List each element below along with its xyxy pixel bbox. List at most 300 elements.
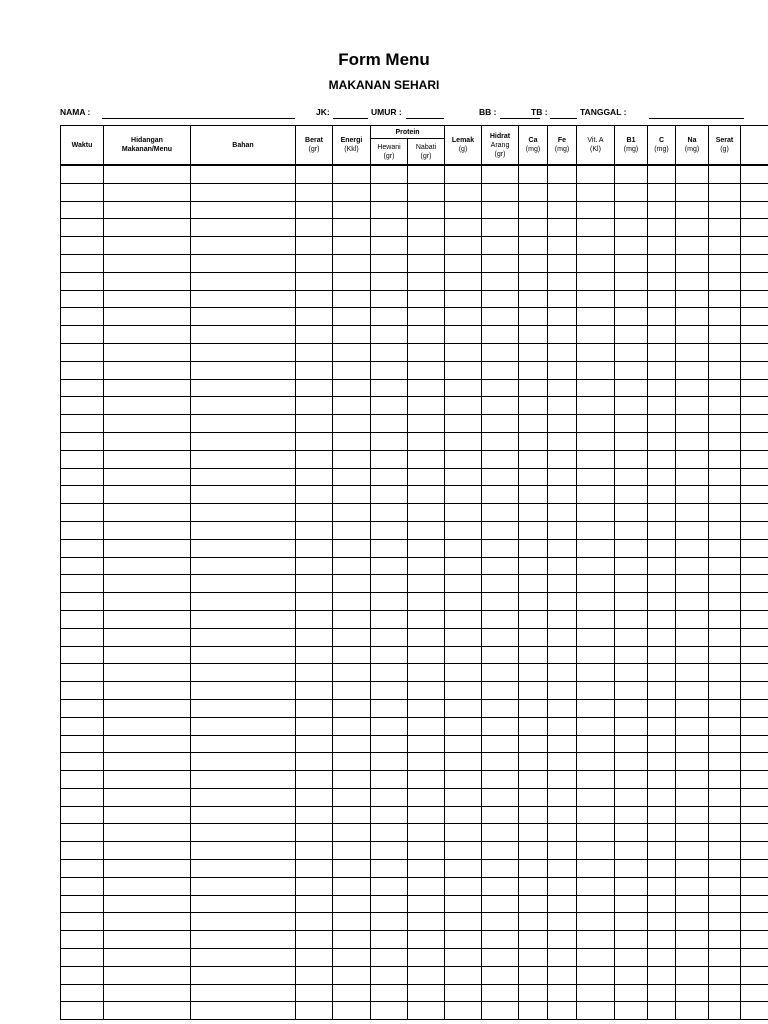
table-cell[interactable] (548, 539, 577, 557)
table-cell[interactable] (548, 806, 577, 824)
table-cell[interactable] (482, 842, 519, 860)
table-cell[interactable] (615, 415, 648, 433)
table-cell[interactable] (709, 895, 741, 913)
table-cell[interactable] (482, 877, 519, 895)
table-cell[interactable] (648, 254, 676, 272)
table-cell[interactable] (548, 201, 577, 219)
table-cell[interactable] (615, 468, 648, 486)
table-cell[interactable] (371, 699, 408, 717)
table-cell[interactable] (408, 699, 445, 717)
table-cell[interactable] (676, 254, 709, 272)
table-cell[interactable] (741, 201, 768, 219)
table-cell[interactable] (676, 682, 709, 700)
table-cell[interactable] (648, 593, 676, 611)
table-cell[interactable] (741, 254, 768, 272)
table-cell[interactable] (61, 539, 104, 557)
table-cell[interactable] (615, 450, 648, 468)
table-cell[interactable] (615, 308, 648, 326)
table-cell[interactable] (445, 984, 482, 1002)
table-cell[interactable] (615, 272, 648, 290)
table-cell[interactable] (741, 966, 768, 984)
table-cell[interactable] (548, 628, 577, 646)
table-cell[interactable] (371, 201, 408, 219)
table-cell[interactable] (371, 361, 408, 379)
table-cell[interactable] (709, 717, 741, 735)
table-cell[interactable] (191, 450, 296, 468)
table-cell[interactable] (577, 931, 615, 949)
table-cell[interactable] (61, 504, 104, 522)
table-cell[interactable] (371, 984, 408, 1002)
table-cell[interactable] (191, 290, 296, 308)
table-cell[interactable] (548, 165, 577, 183)
table-cell[interactable] (482, 966, 519, 984)
table-cell[interactable] (519, 824, 548, 842)
table-cell[interactable] (445, 361, 482, 379)
table-cell[interactable] (615, 842, 648, 860)
table-cell[interactable] (615, 771, 648, 789)
table-cell[interactable] (61, 326, 104, 344)
table-cell[interactable] (577, 984, 615, 1002)
table-cell[interactable] (519, 717, 548, 735)
table-cell[interactable] (408, 557, 445, 575)
table-cell[interactable] (648, 183, 676, 201)
table-cell[interactable] (61, 361, 104, 379)
table-cell[interactable] (648, 788, 676, 806)
table-cell[interactable] (408, 771, 445, 789)
table-cell[interactable] (709, 165, 741, 183)
table-cell[interactable] (741, 593, 768, 611)
table-cell[interactable] (519, 628, 548, 646)
table-cell[interactable] (519, 966, 548, 984)
table-cell[interactable] (104, 842, 191, 860)
table-cell[interactable] (741, 682, 768, 700)
table-cell[interactable] (648, 895, 676, 913)
table-cell[interactable] (615, 343, 648, 361)
table-cell[interactable] (519, 254, 548, 272)
table-cell[interactable] (104, 165, 191, 183)
table-cell[interactable] (615, 860, 648, 878)
table-cell[interactable] (191, 415, 296, 433)
table-cell[interactable] (371, 1002, 408, 1020)
table-cell[interactable] (615, 397, 648, 415)
table-cell[interactable] (577, 254, 615, 272)
table-cell[interactable] (648, 237, 676, 255)
table-cell[interactable] (371, 326, 408, 344)
table-cell[interactable] (61, 343, 104, 361)
table-cell[interactable] (648, 165, 676, 183)
table-cell[interactable] (577, 699, 615, 717)
table-cell[interactable] (408, 343, 445, 361)
table-cell[interactable] (577, 966, 615, 984)
table-cell[interactable] (615, 254, 648, 272)
table-cell[interactable] (296, 610, 333, 628)
table-cell[interactable] (445, 664, 482, 682)
table-cell[interactable] (482, 219, 519, 237)
table-cell[interactable] (615, 432, 648, 450)
table-cell[interactable] (741, 432, 768, 450)
table-cell[interactable] (482, 682, 519, 700)
table-cell[interactable] (408, 468, 445, 486)
table-cell[interactable] (408, 966, 445, 984)
table-cell[interactable] (333, 575, 371, 593)
table-cell[interactable] (408, 628, 445, 646)
table-cell[interactable] (548, 842, 577, 860)
table-cell[interactable] (333, 237, 371, 255)
table-cell[interactable] (445, 379, 482, 397)
table-cell[interactable] (676, 486, 709, 504)
table-cell[interactable] (333, 664, 371, 682)
table-cell[interactable] (445, 183, 482, 201)
table-cell[interactable] (408, 1002, 445, 1020)
table-cell[interactable] (676, 504, 709, 522)
table-cell[interactable] (371, 610, 408, 628)
table-cell[interactable] (676, 717, 709, 735)
table-cell[interactable] (191, 877, 296, 895)
table-cell[interactable] (519, 806, 548, 824)
table-cell[interactable] (676, 984, 709, 1002)
table-cell[interactable] (296, 486, 333, 504)
table-cell[interactable] (676, 308, 709, 326)
table-cell[interactable] (371, 521, 408, 539)
table-cell[interactable] (104, 432, 191, 450)
table-cell[interactable] (709, 397, 741, 415)
table-cell[interactable] (676, 1002, 709, 1020)
table-cell[interactable] (676, 664, 709, 682)
table-cell[interactable] (577, 183, 615, 201)
table-cell[interactable] (333, 379, 371, 397)
table-cell[interactable] (482, 272, 519, 290)
table-cell[interactable] (482, 717, 519, 735)
table-cell[interactable] (104, 1002, 191, 1020)
table-cell[interactable] (577, 486, 615, 504)
table-cell[interactable] (548, 397, 577, 415)
table-cell[interactable] (482, 984, 519, 1002)
table-cell[interactable] (296, 450, 333, 468)
table-cell[interactable] (709, 361, 741, 379)
table-cell[interactable] (61, 201, 104, 219)
table-cell[interactable] (445, 504, 482, 522)
table-cell[interactable] (676, 415, 709, 433)
table-cell[interactable] (709, 290, 741, 308)
table-cell[interactable] (191, 788, 296, 806)
table-cell[interactable] (577, 610, 615, 628)
table-cell[interactable] (615, 539, 648, 557)
table-cell[interactable] (296, 628, 333, 646)
table-cell[interactable] (408, 450, 445, 468)
table-cell[interactable] (709, 326, 741, 344)
table-cell[interactable] (408, 575, 445, 593)
table-cell[interactable] (371, 895, 408, 913)
table-cell[interactable] (741, 575, 768, 593)
table-cell[interactable] (445, 165, 482, 183)
table-cell[interactable] (577, 521, 615, 539)
table-cell[interactable] (296, 806, 333, 824)
table-cell[interactable] (577, 415, 615, 433)
table-cell[interactable] (482, 165, 519, 183)
table-cell[interactable] (408, 593, 445, 611)
table-cell[interactable] (61, 753, 104, 771)
table-cell[interactable] (648, 664, 676, 682)
table-cell[interactable] (191, 343, 296, 361)
table-cell[interactable] (61, 949, 104, 967)
table-cell[interactable] (61, 183, 104, 201)
table-cell[interactable] (61, 415, 104, 433)
table-cell[interactable] (676, 966, 709, 984)
table-cell[interactable] (676, 593, 709, 611)
table-cell[interactable] (648, 913, 676, 931)
table-cell[interactable] (577, 860, 615, 878)
table-cell[interactable] (445, 308, 482, 326)
table-cell[interactable] (482, 895, 519, 913)
table-cell[interactable] (445, 842, 482, 860)
table-cell[interactable] (191, 984, 296, 1002)
table-cell[interactable] (333, 699, 371, 717)
table-cell[interactable] (577, 290, 615, 308)
table-cell[interactable] (333, 201, 371, 219)
table-cell[interactable] (61, 717, 104, 735)
table-cell[interactable] (676, 877, 709, 895)
table-cell[interactable] (371, 806, 408, 824)
table-cell[interactable] (445, 913, 482, 931)
table-cell[interactable] (548, 450, 577, 468)
table-cell[interactable] (615, 646, 648, 664)
table-cell[interactable] (445, 290, 482, 308)
table-cell[interactable] (191, 432, 296, 450)
table-cell[interactable] (519, 682, 548, 700)
table-cell[interactable] (296, 201, 333, 219)
table-cell[interactable] (519, 593, 548, 611)
table-cell[interactable] (519, 397, 548, 415)
table-cell[interactable] (577, 806, 615, 824)
table-cell[interactable] (577, 575, 615, 593)
table-cell[interactable] (445, 326, 482, 344)
table-cell[interactable] (648, 290, 676, 308)
table-cell[interactable] (741, 1002, 768, 1020)
table-cell[interactable] (408, 895, 445, 913)
table-cell[interactable] (296, 949, 333, 967)
table-cell[interactable] (482, 753, 519, 771)
table-cell[interactable] (648, 949, 676, 967)
table-cell[interactable] (371, 486, 408, 504)
table-cell[interactable] (676, 753, 709, 771)
table-cell[interactable] (615, 361, 648, 379)
table-cell[interactable] (519, 504, 548, 522)
table-cell[interactable] (482, 361, 519, 379)
table-cell[interactable] (371, 824, 408, 842)
table-cell[interactable] (296, 290, 333, 308)
table-cell[interactable] (709, 824, 741, 842)
table-cell[interactable] (333, 593, 371, 611)
table-cell[interactable] (741, 877, 768, 895)
table-cell[interactable] (519, 610, 548, 628)
table-cell[interactable] (577, 771, 615, 789)
table-cell[interactable] (615, 610, 648, 628)
table-cell[interactable] (648, 806, 676, 824)
table-cell[interactable] (104, 575, 191, 593)
table-cell[interactable] (548, 966, 577, 984)
table-cell[interactable] (676, 468, 709, 486)
table-cell[interactable] (482, 628, 519, 646)
table-cell[interactable] (445, 521, 482, 539)
table-cell[interactable] (709, 913, 741, 931)
table-cell[interactable] (333, 432, 371, 450)
table-cell[interactable] (445, 699, 482, 717)
table-cell[interactable] (648, 486, 676, 504)
table-cell[interactable] (577, 432, 615, 450)
table-cell[interactable] (519, 877, 548, 895)
table-cell[interactable] (371, 877, 408, 895)
table-cell[interactable] (577, 308, 615, 326)
table-cell[interactable] (482, 771, 519, 789)
table-cell[interactable] (482, 326, 519, 344)
table-cell[interactable] (577, 753, 615, 771)
table-cell[interactable] (741, 343, 768, 361)
table-cell[interactable] (408, 326, 445, 344)
table-cell[interactable] (445, 860, 482, 878)
table-cell[interactable] (741, 735, 768, 753)
table-cell[interactable] (615, 949, 648, 967)
table-cell[interactable] (445, 486, 482, 504)
table-cell[interactable] (648, 379, 676, 397)
table-cell[interactable] (333, 735, 371, 753)
table-cell[interactable] (482, 237, 519, 255)
table-cell[interactable] (104, 699, 191, 717)
table-cell[interactable] (408, 860, 445, 878)
table-cell[interactable] (648, 877, 676, 895)
table-cell[interactable] (408, 201, 445, 219)
table-cell[interactable] (648, 966, 676, 984)
table-cell[interactable] (371, 966, 408, 984)
table-cell[interactable] (408, 788, 445, 806)
table-cell[interactable] (408, 397, 445, 415)
table-cell[interactable] (741, 949, 768, 967)
table-cell[interactable] (519, 183, 548, 201)
table-cell[interactable] (104, 913, 191, 931)
table-cell[interactable] (548, 432, 577, 450)
table-cell[interactable] (519, 308, 548, 326)
table-cell[interactable] (371, 771, 408, 789)
table-cell[interactable] (191, 219, 296, 237)
table-cell[interactable] (648, 557, 676, 575)
table-cell[interactable] (648, 984, 676, 1002)
table-cell[interactable] (482, 379, 519, 397)
table-cell[interactable] (709, 450, 741, 468)
table-cell[interactable] (371, 539, 408, 557)
table-cell[interactable] (615, 486, 648, 504)
table-cell[interactable] (408, 806, 445, 824)
table-cell[interactable] (371, 343, 408, 361)
table-cell[interactable] (333, 895, 371, 913)
table-cell[interactable] (615, 575, 648, 593)
table-cell[interactable] (333, 308, 371, 326)
table-cell[interactable] (519, 753, 548, 771)
table-cell[interactable] (371, 628, 408, 646)
table-cell[interactable] (445, 415, 482, 433)
table-cell[interactable] (577, 343, 615, 361)
table-cell[interactable] (741, 699, 768, 717)
table-cell[interactable] (548, 326, 577, 344)
table-cell[interactable] (371, 290, 408, 308)
table-cell[interactable] (709, 735, 741, 753)
table-cell[interactable] (577, 913, 615, 931)
table-cell[interactable] (104, 486, 191, 504)
table-cell[interactable] (371, 557, 408, 575)
table-cell[interactable] (104, 272, 191, 290)
table-cell[interactable] (741, 664, 768, 682)
table-cell[interactable] (408, 379, 445, 397)
table-cell[interactable] (408, 717, 445, 735)
table-cell[interactable] (191, 860, 296, 878)
table-cell[interactable] (709, 628, 741, 646)
table-cell[interactable] (482, 806, 519, 824)
table-cell[interactable] (648, 610, 676, 628)
table-cell[interactable] (482, 183, 519, 201)
table-cell[interactable] (296, 877, 333, 895)
table-cell[interactable] (191, 521, 296, 539)
table-cell[interactable] (408, 290, 445, 308)
table-cell[interactable] (296, 824, 333, 842)
table-cell[interactable] (445, 753, 482, 771)
table-cell[interactable] (61, 290, 104, 308)
table-cell[interactable] (615, 628, 648, 646)
table-cell[interactable] (676, 379, 709, 397)
table-cell[interactable] (371, 664, 408, 682)
table-cell[interactable] (577, 593, 615, 611)
table-cell[interactable] (548, 521, 577, 539)
table-cell[interactable] (577, 165, 615, 183)
table-cell[interactable] (676, 771, 709, 789)
table-cell[interactable] (445, 219, 482, 237)
table-cell[interactable] (296, 735, 333, 753)
table-cell[interactable] (676, 432, 709, 450)
table-cell[interactable] (577, 272, 615, 290)
table-cell[interactable] (648, 415, 676, 433)
table-cell[interactable] (548, 771, 577, 789)
table-cell[interactable] (296, 165, 333, 183)
table-cell[interactable] (648, 824, 676, 842)
table-cell[interactable] (482, 468, 519, 486)
table-cell[interactable] (548, 824, 577, 842)
table-cell[interactable] (519, 842, 548, 860)
table-cell[interactable] (519, 201, 548, 219)
table-cell[interactable] (676, 860, 709, 878)
table-cell[interactable] (709, 788, 741, 806)
table-cell[interactable] (548, 949, 577, 967)
table-cell[interactable] (191, 557, 296, 575)
table-cell[interactable] (371, 397, 408, 415)
table-cell[interactable] (548, 788, 577, 806)
table-cell[interactable] (296, 664, 333, 682)
table-cell[interactable] (333, 486, 371, 504)
table-cell[interactable] (191, 664, 296, 682)
table-cell[interactable] (519, 895, 548, 913)
table-cell[interactable] (445, 735, 482, 753)
table-cell[interactable] (548, 682, 577, 700)
table-cell[interactable] (741, 753, 768, 771)
table-cell[interactable] (648, 735, 676, 753)
table-cell[interactable] (408, 646, 445, 664)
table-cell[interactable] (676, 290, 709, 308)
table-cell[interactable] (548, 254, 577, 272)
table-cell[interactable] (61, 806, 104, 824)
table-cell[interactable] (371, 593, 408, 611)
table-cell[interactable] (709, 254, 741, 272)
table-cell[interactable] (296, 326, 333, 344)
table-cell[interactable] (333, 788, 371, 806)
table-cell[interactable] (61, 610, 104, 628)
table-cell[interactable] (676, 628, 709, 646)
table-cell[interactable] (548, 575, 577, 593)
